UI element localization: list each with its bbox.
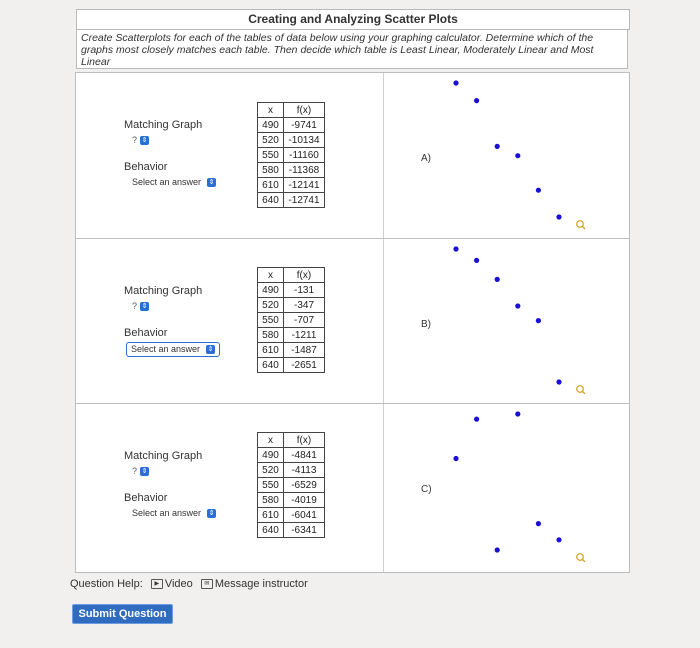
zoom-icon[interactable] [577, 554, 585, 562]
cell-fx: -4019 [284, 493, 325, 508]
behavior-select-value: Select an answer [132, 177, 202, 187]
scatter-point [556, 537, 561, 542]
table-row [258, 523, 325, 538]
video-icon[interactable]: ▶ [151, 579, 163, 589]
table-row [258, 178, 325, 193]
cell-x: 490 [258, 448, 284, 463]
scatter-point [495, 144, 500, 149]
scatter-graph [384, 239, 629, 404]
scatter-graph [384, 73, 629, 239]
column-header-x: x [258, 433, 284, 448]
zoom-icon[interactable] [577, 386, 585, 394]
scatter-plot [384, 404, 629, 572]
cell-fx: -11368 [284, 163, 325, 178]
cell-x: 490 [258, 283, 284, 298]
table-row [258, 478, 325, 493]
cell-x: 520 [258, 463, 284, 478]
data-table [257, 102, 325, 208]
page-title: Creating and Analyzing Scatter Plots [76, 9, 630, 30]
column-header-fx: f(x) [284, 268, 325, 283]
question-row-left [76, 404, 384, 572]
cell-x: 640 [258, 523, 284, 538]
table-row [258, 343, 325, 358]
cell-fx: -131 [284, 283, 325, 298]
scatter-point [556, 214, 561, 219]
scatter-plot [384, 239, 629, 404]
scatter-point [495, 277, 500, 282]
matching-graph-select[interactable] [132, 301, 149, 311]
scatter-graph [384, 404, 629, 572]
question-help-label: Question Help: [70, 578, 143, 590]
cell-fx: -1211 [284, 328, 325, 343]
scatter-point [474, 417, 479, 422]
table-row [258, 448, 325, 463]
behavior-label: Behavior [124, 492, 168, 504]
scatter-point [536, 521, 541, 526]
table-row [258, 283, 325, 298]
matching-graph-value: ? [132, 466, 138, 476]
table-row [258, 193, 325, 208]
cell-x: 490 [258, 118, 284, 133]
table-row [258, 313, 325, 328]
question-row-left [76, 73, 384, 239]
scatter-point [515, 411, 520, 416]
behavior-select-value: Select an answer [131, 344, 201, 354]
instructions: Create Scatterplots for each of the tables of data below using your graphing calculator. Determine which of the graphs most closely matches each table. Then decide which table is Least Linear, Moderately Linear and Most Linear [76, 29, 628, 69]
dropdown-icon: ⇕ [141, 468, 148, 476]
question-row [75, 403, 630, 573]
cell-x: 640 [258, 358, 284, 373]
message-instructor-link[interactable]: Message instructor [214, 578, 308, 590]
cell-x: 520 [258, 298, 284, 313]
cell-fx: -6341 [284, 523, 325, 538]
behavior-select[interactable] [128, 507, 220, 520]
matching-graph-label: Matching Graph [124, 119, 203, 131]
matching-graph-label: Matching Graph [124, 285, 203, 297]
cell-fx: -11160 [284, 148, 325, 163]
scatter-point [474, 258, 479, 263]
matching-graph-value: ? [132, 135, 138, 145]
question-row [75, 238, 630, 405]
table-row [258, 493, 325, 508]
cell-x: 550 [258, 478, 284, 493]
scatter-point [474, 98, 479, 103]
scatter-point [453, 80, 458, 85]
dropdown-icon: ⇕ [208, 510, 215, 518]
cell-x: 610 [258, 343, 284, 358]
column-header-x: x [258, 268, 284, 283]
cell-fx: -12741 [284, 193, 325, 208]
table-row [258, 163, 325, 178]
scatter-point [515, 153, 520, 158]
dropdown-icon: ⇕ [208, 179, 215, 187]
matching-graph-label: Matching Graph [124, 450, 203, 462]
cell-fx: -2651 [284, 358, 325, 373]
data-table [257, 267, 325, 373]
scatter-point [495, 547, 500, 552]
scatter-point [453, 456, 458, 461]
column-header-fx: f(x) [284, 103, 325, 118]
cell-fx: -12141 [284, 178, 325, 193]
cell-x: 550 [258, 313, 284, 328]
behavior-label: Behavior [124, 161, 168, 173]
behavior-select[interactable] [128, 176, 220, 189]
cell-x: 550 [258, 148, 284, 163]
scatter-point [515, 303, 520, 308]
data-table [257, 432, 325, 538]
scatter-point [536, 318, 541, 323]
table-row [258, 358, 325, 373]
graph-letter: C) [421, 484, 432, 495]
cell-fx: -4113 [284, 463, 325, 478]
graph-letter: A) [421, 153, 431, 164]
cell-x: 610 [258, 178, 284, 193]
cell-fx: -10134 [284, 133, 325, 148]
mail-icon[interactable]: ✉ [201, 579, 213, 589]
cell-x: 610 [258, 508, 284, 523]
cell-fx: -6041 [284, 508, 325, 523]
cell-fx: -6529 [284, 478, 325, 493]
table-row [258, 148, 325, 163]
scatter-point [556, 379, 561, 384]
cell-x: 580 [258, 328, 284, 343]
cell-fx: -9741 [284, 118, 325, 133]
cell-x: 640 [258, 193, 284, 208]
zoom-icon[interactable] [577, 221, 585, 229]
cell-x: 580 [258, 163, 284, 178]
table-row [258, 463, 325, 478]
submit-button[interactable]: Submit Question [72, 604, 173, 624]
question-help [70, 578, 308, 590]
graph-letter: B) [421, 319, 431, 330]
cell-x: 520 [258, 133, 284, 148]
question-row [75, 72, 630, 240]
cell-fx: -1487 [284, 343, 325, 358]
dropdown-icon: ⇕ [141, 303, 148, 311]
column-header-x: x [258, 103, 284, 118]
behavior-label: Behavior [124, 327, 168, 339]
matching-graph-value: ? [132, 301, 138, 311]
cell-fx: -347 [284, 298, 325, 313]
column-header-fx: f(x) [284, 433, 325, 448]
scatter-point [536, 188, 541, 193]
scatter-point [453, 246, 458, 251]
table-row [258, 508, 325, 523]
behavior-select[interactable] [126, 342, 220, 357]
matching-graph-select[interactable] [132, 135, 149, 145]
video-link[interactable]: Video [164, 578, 193, 590]
table-row [258, 328, 325, 343]
table-row [258, 298, 325, 313]
dropdown-icon: ⇕ [141, 137, 148, 145]
table-row [258, 118, 325, 133]
behavior-select-value: Select an answer [132, 508, 202, 518]
cell-fx: -4841 [284, 448, 325, 463]
question-row-left [76, 239, 384, 404]
dropdown-icon: ⇕ [207, 346, 214, 354]
cell-fx: -707 [284, 313, 325, 328]
scatter-plot [384, 73, 629, 239]
cell-x: 580 [258, 493, 284, 508]
matching-graph-select[interactable] [132, 466, 149, 476]
table-row [258, 133, 325, 148]
